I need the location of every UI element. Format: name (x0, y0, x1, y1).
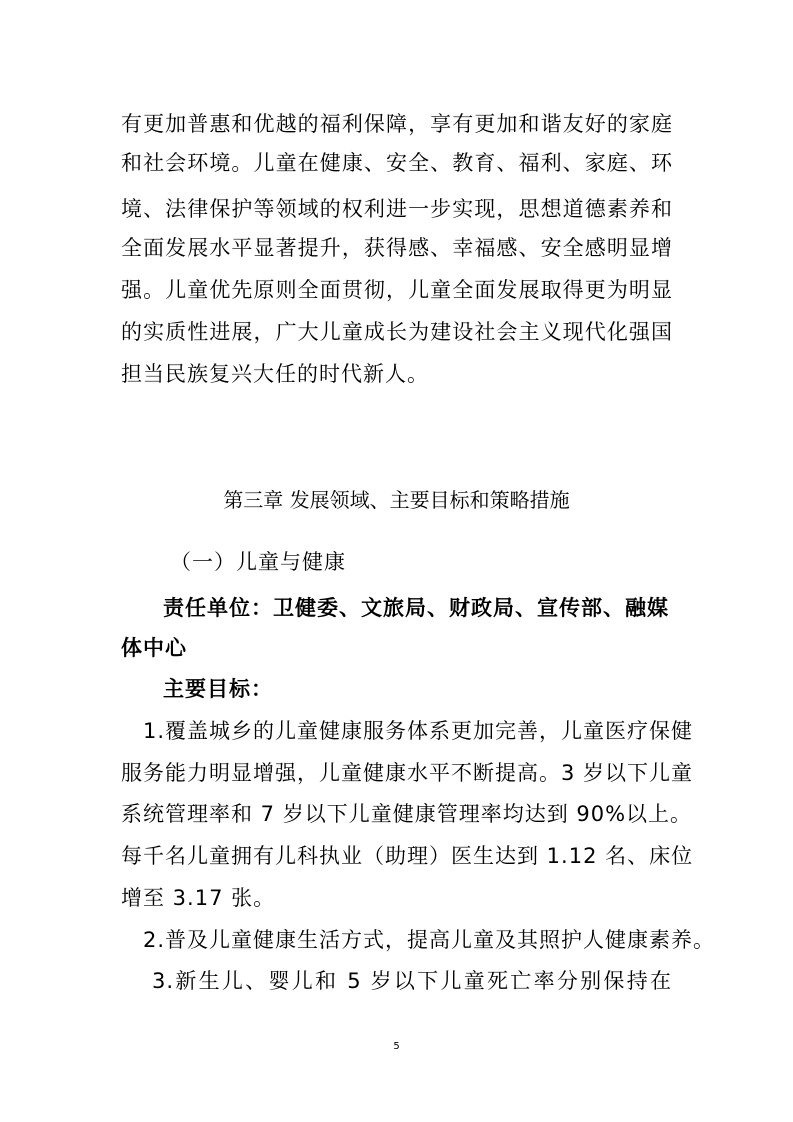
paragraph-line: 的实质性进展，广大儿童成长为建设社会主义现代化强国 (121, 320, 673, 344)
page-number: 5 (393, 1041, 400, 1052)
goal-line: 每千名儿童拥有儿科执业（助理）医生达到 1.12 名、床位 (121, 844, 694, 868)
goal-line: 3.新生儿、婴儿和 5 岁以下儿童死亡率分别保持在 (152, 969, 672, 993)
goals-label: 主要目标： (163, 677, 273, 701)
goal-line: 服务能力明显增强，儿童健康水平不断提高。3 岁以下儿童 (121, 761, 694, 785)
goal-line: 系统管理率和 7 岁以下儿童健康管理率均达到 90%以上。 (121, 802, 693, 826)
goal-line: 1.覆盖城乡的儿童健康服务体系更加完善，儿童医疗保健 (143, 719, 694, 743)
paragraph-line: 全面发展水平显著提升，获得感、幸福感、安全感明显增 (121, 236, 673, 260)
goal-line: 增至 3.17 张。 (121, 886, 276, 910)
paragraph-line: 担当民族复兴大任的时代新人。 (121, 362, 429, 386)
responsible-units: 责任单位：卫健委、文旅局、财政局、宣传部、融媒 (163, 596, 669, 620)
paragraph-line: 境、法律保护等领域的权利进一步实现，思想道德素养和 (121, 197, 673, 221)
goal-line: 2.普及儿童健康生活方式，提高儿童及其照护人健康素养。 (143, 928, 716, 952)
paragraph-line: 强。儿童优先原则全面贯彻，儿童全面发展取得更为明显 (121, 278, 673, 302)
paragraph-line: 有更加普惠和优越的福利保障，享有更加和谐友好的家庭 (121, 112, 673, 136)
chapter-title: 第三章 发展领域、主要目标和策略措施 (223, 488, 570, 512)
responsible-units-cont: 体中心 (121, 636, 187, 660)
paragraph-line: 和社会环境。儿童在健康、安全、教育、福利、家庭、环 (121, 151, 673, 175)
section-title: （一）儿童与健康 (170, 550, 346, 574)
